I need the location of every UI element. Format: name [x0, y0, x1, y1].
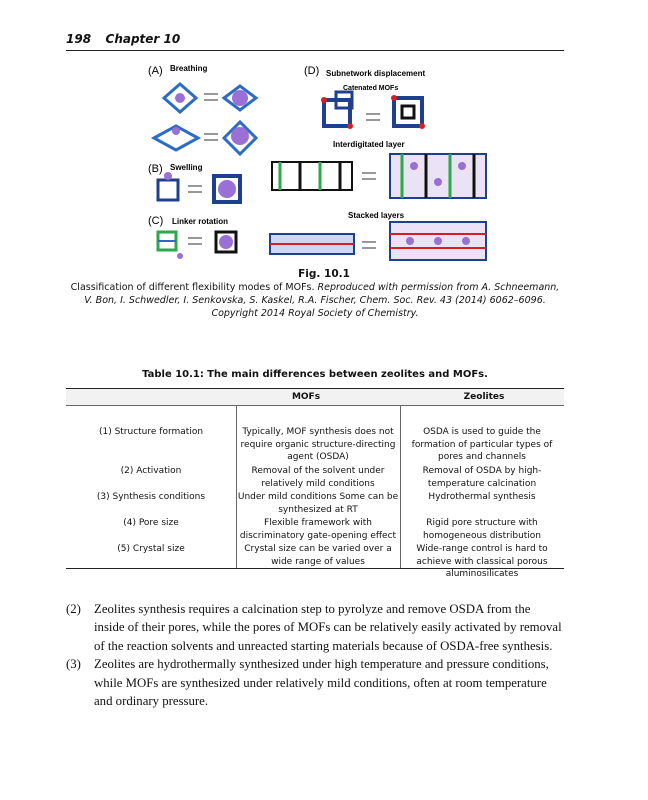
table-cell-zeolites: Wide-range control is hard to achieve with classical porous aluminosilicates — [416, 544, 548, 579]
stacked-layers-illustration — [270, 222, 486, 260]
table-cell-zeolites: Removal of OSDA by high-temperature calcination — [422, 466, 542, 489]
page-number: 198 — [66, 32, 92, 46]
linker-rotation-illustration — [158, 232, 236, 259]
running-header — [66, 30, 564, 51]
panel-d-letter: (D) — [304, 65, 320, 77]
figure-label: Fig. 10.1 — [298, 268, 350, 280]
interdigitated-layer-illustration — [272, 154, 486, 198]
list-item-text: Zeolites synthesis requires a calcination step to pyrolyze and remove OSDA from the inside of their pores, while the pores of MOFs can be relatively easily activated by removal of the reaction solvents and unreacted starting materials because of OSDA-free synthesis. — [94, 602, 562, 653]
figure-caption — [66, 281, 564, 320]
list-item-number: (3) — [66, 657, 81, 672]
list-item — [66, 600, 564, 655]
panel-a-title: Breathing — [170, 64, 208, 73]
table-title — [66, 369, 564, 380]
row-label: (2) Activation — [120, 466, 182, 476]
panel-d-title: Subnetwork displacement — [326, 69, 426, 78]
table-cell-zeolites: OSDA is used to guide the formation of particular types of pores and channels — [411, 427, 553, 462]
figure-10-1 — [140, 58, 490, 264]
list-item — [66, 655, 564, 710]
panel-c-letter: (C) — [148, 215, 164, 227]
breathing-illustration — [154, 84, 256, 154]
panel-d-sub-interdigitated: Interdigitated layer — [333, 140, 405, 149]
panel-d-sub-catenated: Catenated MOFs — [343, 85, 399, 92]
table-cell-zeolites: Rigid pore structure with homogeneous distribution — [422, 518, 542, 541]
swelling-illustration — [158, 172, 240, 202]
catenated-mofs-illustration — [321, 92, 425, 129]
table-cell-mofs: Flexible framework with discriminatory gate-opening effect — [239, 518, 397, 541]
caption-credit: Reproduced with permission from A. Schneemann, V. Bon, I. Schwedler, I. Senkovska, S. Kaskel, R.A. Fischer, Chem. Soc. Rev. 43 (2014) 6062–6096. Copyright 2014 Royal Society of Chemistry. — [84, 282, 560, 319]
table-cell-zeolites: Hydrothermal synthesis — [428, 492, 536, 502]
table-cell-mofs: Removal of the solvent under relatively mild conditions — [251, 466, 385, 489]
flexibility-modes-diagram — [140, 58, 490, 264]
body-text — [66, 600, 564, 710]
row-label: (3) Synthesis conditions — [96, 492, 206, 502]
table-cell-mofs: Typically, MOF synthesis does not require organic structure-directing agent (OSDA) — [240, 427, 396, 462]
row-label: (1) Structure formation — [98, 427, 204, 437]
comparison-table — [66, 388, 564, 579]
chapter-title: Chapter 10 — [105, 32, 181, 46]
table-body — [66, 406, 564, 579]
table-header-row — [66, 389, 564, 406]
row-label: (5) Crystal size — [117, 544, 185, 554]
panel-c-title: Linker rotation — [172, 217, 229, 226]
panel-a-letter: (A) — [148, 65, 163, 77]
column-header-zeolites: Zeolites — [463, 392, 505, 402]
table-number: Table 10.1: — [142, 369, 204, 380]
column-header-mofs: MOFs — [291, 392, 321, 402]
row-label: (4) Pore size — [123, 518, 179, 528]
list-item-number: (2) — [66, 602, 81, 616]
panel-b-title: Swelling — [170, 163, 203, 172]
caption-plain: Classification of different flexibility modes of MOFs. — [70, 282, 318, 293]
panel-b-letter: (B) — [148, 163, 163, 175]
table-cell-mofs: Crystal size can be varied over a wide range of values — [244, 544, 392, 567]
list-item-text: Zeolites are hydrothermally synthesized under high temperature and pressure conditions, while MOFs are synthesized under relatively mild conditions, often at room temperature and ordinary pressure. — [94, 657, 549, 709]
panel-d-sub-stacked: Stacked layers — [348, 211, 405, 220]
table-title-text: The main differences between zeolites and MOFs. — [207, 369, 488, 380]
table-cell-mofs: Under mild conditions Some can be synthesized at RT — [237, 492, 399, 515]
